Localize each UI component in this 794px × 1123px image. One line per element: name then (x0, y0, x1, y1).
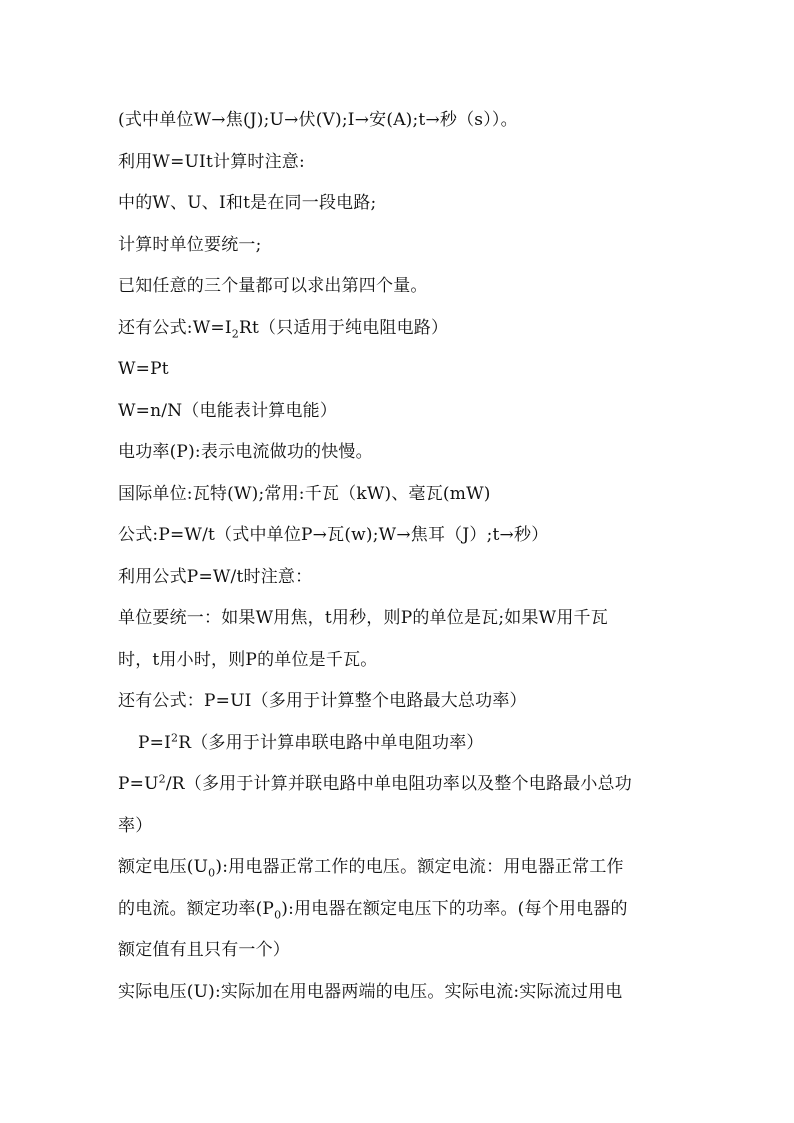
text-line-power-units: 国际单位:瓦特(W);常用:千瓦（kW)、毫瓦(mW) (118, 483, 491, 504)
text-line-formula-i2rt: 还有公式$:W=I_2Rt$（只适用于纯电阻电路） (118, 317, 449, 340)
text-line-unit-uniform: 计算时单位要统一; (118, 234, 262, 255)
text-line-same-circuit: 中的W、U、I和t是在同一段电路; (118, 193, 377, 213)
text-line-wuit-attention: 利用W=UIt计算时注意: (118, 151, 305, 172)
text-line-rated-power: 的电流。额定功率$(P_0)$:用电器在额定电压下的功率。(每个用电器的 (118, 898, 628, 921)
text-line-power-formula: 公式:P=W/t（式中单位P→瓦(w);W→焦耳（J）;t→秒） (118, 525, 549, 545)
text-line-unit-note: (式中单位W→焦(J);U→伏(V);I→安(A);t→秒（s））。 (118, 110, 518, 130)
text-line-formula-pui: 还有公式：P=UI（多用于计算整个电路最大总功率） (118, 691, 527, 711)
text-line-actual-voltage: 实际电压(U):实际加在用电器两端的电压。实际电流:实际流过用电 (118, 981, 623, 1002)
text-line-formula-pu2r: $P=U^2/R$（多用于计算并联电路中单电阻功率以及整个电路最小总功 (118, 772, 632, 794)
text-line-rated-voltage: 额定电压$(U_0)$:用电器正常工作的电压。额定电流：用电器正常工作 (118, 857, 624, 880)
text-line-power-attention: 利用公式P=W/t时注意： (118, 566, 313, 587)
text-line-three-quantities: 已知任意的三个量都可以求出第四个量。 (118, 276, 428, 296)
text-line-unit-rule-1: 单位要统一：如果W用焦，t用秒，则P的单位是瓦;如果W用千瓦 (118, 608, 608, 628)
text-line-unit-rule-2: 时，t用小时，则P的单位是千瓦。 (118, 649, 378, 670)
text-line-formula-meter: W=n/N（电能表计算电能） (118, 400, 338, 421)
text-line-power-definition: 电功率(P):表示电流做功的快慢。 (118, 442, 373, 462)
text-line-formula-wpt: W=Pt (118, 359, 169, 379)
text-line-rated-unique: 额定值有且只有一个） (118, 940, 290, 960)
text-line-formula-pi2r: $P=I^2R$（多用于计算串联电路中单电阻功率） (138, 730, 484, 753)
text-line-formula-pu2r-cont: 率） (118, 815, 153, 836)
document-body (118, 100, 683, 1013)
